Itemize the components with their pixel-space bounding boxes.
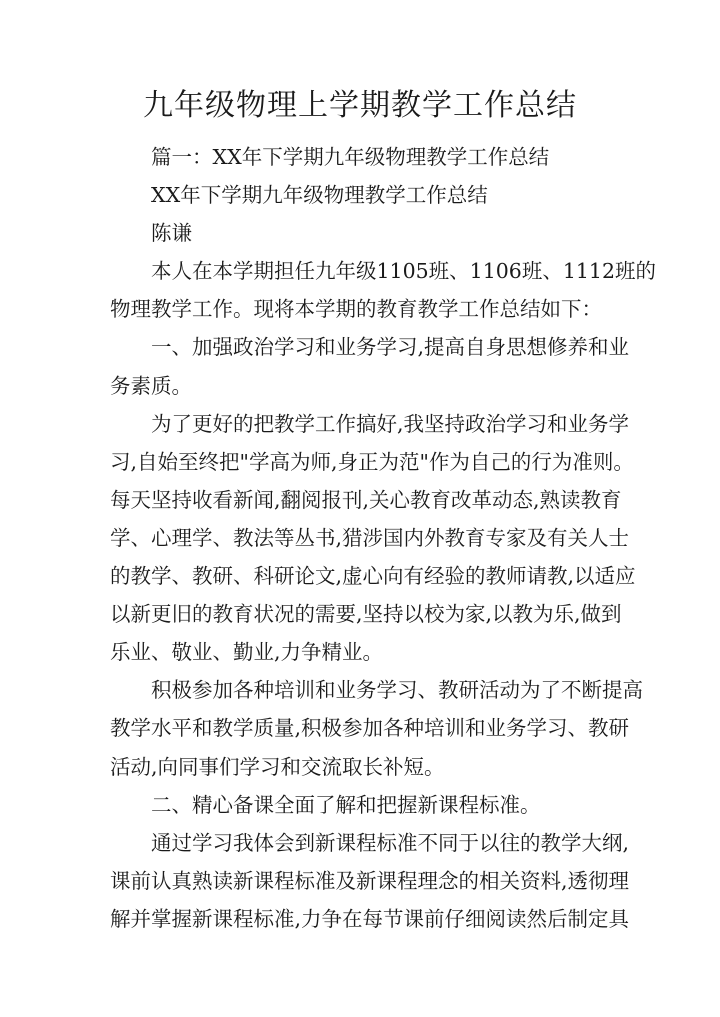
paragraph-line: 解并掌握新课程标准,力争在每节课前仔细阅读然后制定具 [110, 906, 630, 931]
paragraph-line: 二、精心备课全面了解和把握新课程标准。 [151, 792, 541, 817]
paragraph-line: 教学水平和教学质量,积极参加各种培训和业务学习、教研 [110, 716, 630, 741]
paragraph-line: 积极参加各种培训和业务学习、教研活动为了不断提高 [151, 678, 643, 703]
paragraph [110, 328, 630, 404]
paragraph-line: 每天坚持收看新闻,翻阅报刊,关心教育改革动态,熟读教育 [110, 487, 622, 512]
paragraph-line: 以新更旧的教育状况的需要,坚持以校为家,以教为乐,做到 [110, 602, 622, 627]
paragraph-line: 课前认真熟读新课程标准及新课程理念的相关资料,透彻理 [110, 868, 630, 893]
paragraph-line: XX年下学期九年级物理教学工作总结 [151, 183, 488, 208]
paragraph-line: 篇一：XX年下学期九年级物理教学工作总结 [151, 145, 550, 169]
paragraph [110, 405, 636, 672]
document-title: 九年级物理上学期教学工作总结 [143, 88, 577, 123]
paragraph [110, 176, 612, 214]
paragraph-line: 的教学、教研、科研论文,虚心向有经验的教师请教,以适应 [110, 564, 636, 589]
paragraph-line: 本人在本学期担任九年级1105班、1106班、1112班的 [151, 259, 657, 284]
paragraph [110, 252, 657, 328]
paragraph [110, 786, 612, 824]
paragraph [110, 138, 612, 176]
paragraph-line: 物理教学工作。现将本学期的教育教学工作总结如下： [110, 297, 602, 322]
paragraph-line: 活动,向同事们学习和交流取长补短。 [110, 754, 445, 779]
paragraph [110, 214, 612, 252]
paragraph-line: 习,自始至终把"学高为师,身正为范"作为自己的行为准则。 [110, 449, 634, 474]
document-body [110, 138, 657, 938]
paragraph-line: 务素质。 [110, 373, 192, 398]
paragraph-line: 乐业、敬业、勤业,力争精业。 [110, 640, 384, 665]
paragraph-line: 陈谦 [151, 221, 192, 246]
paragraph-line: 通过学习我体会到新课程标准不同于以往的教学大纲, [151, 830, 630, 855]
paragraph [110, 824, 630, 938]
paragraph-line: 学、心理学、教法等丛书,猎涉国内外教育专家及有关人士 [110, 525, 630, 550]
paragraph-line: 为了更好的把教学工作搞好,我坚持政治学习和业务学 [151, 411, 630, 436]
paragraph-line: 一、加强政治学习和业务学习,提高自身思想修养和业 [151, 335, 630, 360]
paragraph [110, 671, 643, 785]
